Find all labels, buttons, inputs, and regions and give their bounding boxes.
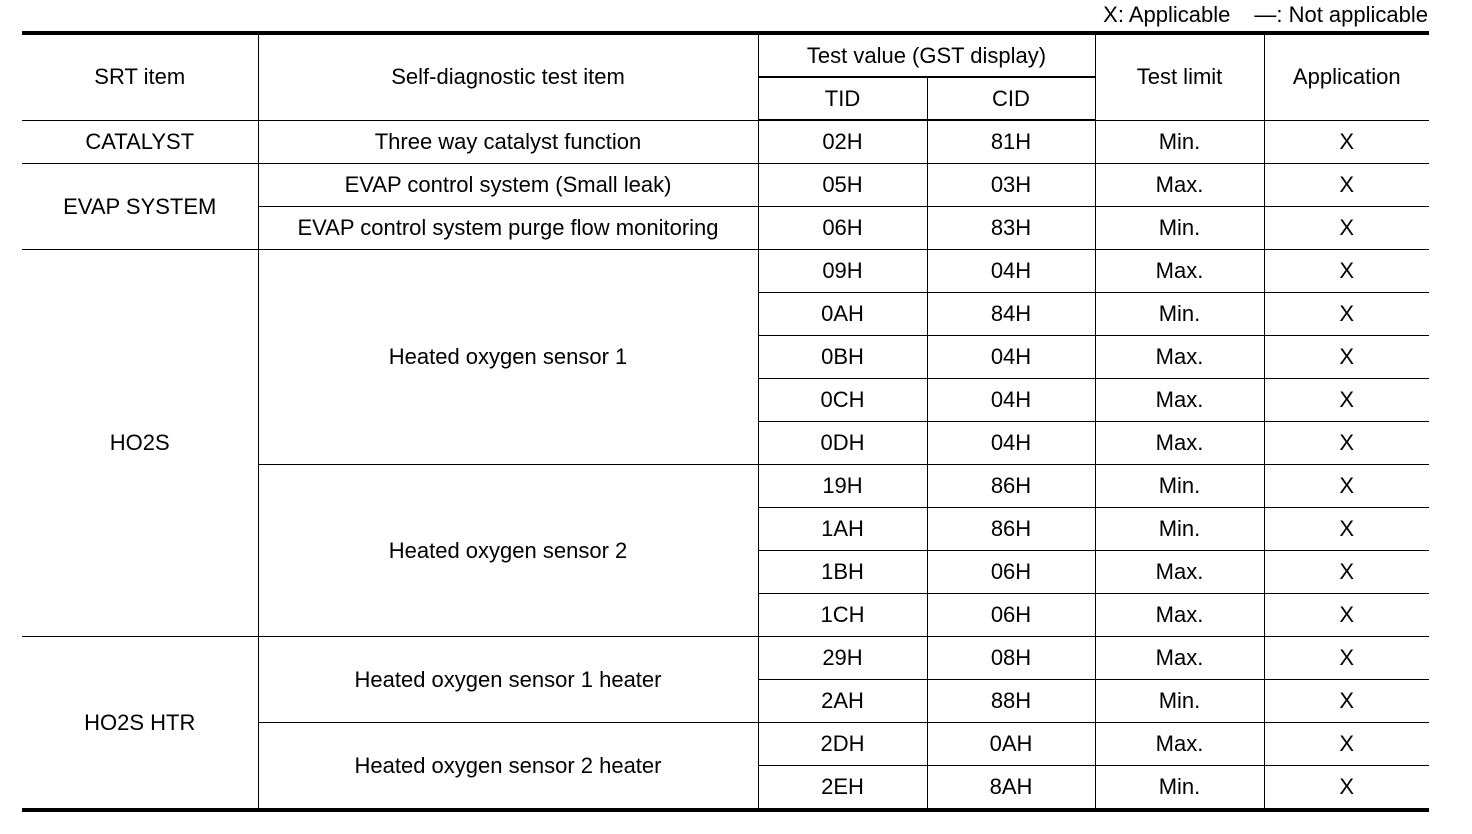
- test-limit-cell: Min.: [1095, 207, 1264, 250]
- srt-item-cell: HO2S: [22, 250, 258, 637]
- header-test-limit: Test limit: [1095, 33, 1264, 120]
- header-cid: CID: [927, 77, 1095, 120]
- tid-cell: 05H: [758, 164, 927, 207]
- legend-not-applicable: —: Not applicable: [1254, 2, 1428, 27]
- table-row: [22, 250, 1429, 293]
- table-row: [22, 164, 1429, 207]
- cid-cell: 08H: [927, 637, 1095, 680]
- application-cell: X: [1264, 594, 1429, 637]
- cid-cell: 88H: [927, 680, 1095, 723]
- test-limit-cell: Min.: [1095, 293, 1264, 336]
- tid-cell: 0AH: [758, 293, 927, 336]
- application-cell: X: [1264, 422, 1429, 465]
- header-application: Application: [1264, 33, 1429, 120]
- cid-cell: 04H: [927, 250, 1095, 293]
- test-limit-cell: Min.: [1095, 766, 1264, 811]
- cid-cell: 0AH: [927, 723, 1095, 766]
- test-limit-cell: Max.: [1095, 379, 1264, 422]
- tid-cell: 2DH: [758, 723, 927, 766]
- application-cell: X: [1264, 465, 1429, 508]
- application-cell: X: [1264, 379, 1429, 422]
- application-cell: X: [1264, 120, 1429, 164]
- cid-cell: 8AH: [927, 766, 1095, 811]
- srt-item-cell: EVAP SYSTEM: [22, 164, 258, 250]
- test-limit-cell: Max.: [1095, 250, 1264, 293]
- cid-cell: 86H: [927, 465, 1095, 508]
- cid-cell: 06H: [927, 594, 1095, 637]
- test-limit-cell: Min.: [1095, 680, 1264, 723]
- application-cell: X: [1264, 250, 1429, 293]
- tid-cell: 1BH: [758, 551, 927, 594]
- test-item-cell: Heated oxygen sensor 2 heater: [258, 723, 758, 811]
- srt-table: [22, 31, 1429, 812]
- test-limit-cell: Max.: [1095, 336, 1264, 379]
- test-limit-cell: Max.: [1095, 594, 1264, 637]
- tid-cell: 1CH: [758, 594, 927, 637]
- cid-cell: 81H: [927, 120, 1095, 164]
- test-item-cell: Three way catalyst function: [258, 120, 758, 164]
- tid-cell: 19H: [758, 465, 927, 508]
- application-cell: X: [1264, 164, 1429, 207]
- application-cell: X: [1264, 207, 1429, 250]
- srt-item-cell: HO2S HTR: [22, 637, 258, 811]
- cid-cell: 04H: [927, 422, 1095, 465]
- table-row: [22, 120, 1429, 164]
- tid-cell: 2AH: [758, 680, 927, 723]
- tid-cell: 2EH: [758, 766, 927, 811]
- header-srt-item: SRT item: [22, 33, 258, 120]
- cid-cell: 04H: [927, 336, 1095, 379]
- test-item-cell: EVAP control system (Small leak): [258, 164, 758, 207]
- header-tid: TID: [758, 77, 927, 120]
- test-item-cell: Heated oxygen sensor 1: [258, 250, 758, 465]
- tid-cell: 29H: [758, 637, 927, 680]
- test-limit-cell: Max.: [1095, 723, 1264, 766]
- application-cell: X: [1264, 766, 1429, 811]
- test-limit-cell: Max.: [1095, 637, 1264, 680]
- test-item-cell: EVAP control system purge flow monitoring: [258, 207, 758, 250]
- tid-cell: 06H: [758, 207, 927, 250]
- legend-applicable: X: Applicable: [1103, 2, 1231, 27]
- application-cell: X: [1264, 293, 1429, 336]
- srt-item-cell: CATALYST: [22, 120, 258, 164]
- test-limit-cell: Max.: [1095, 164, 1264, 207]
- legend: [1103, 2, 1428, 28]
- application-cell: X: [1264, 508, 1429, 551]
- application-cell: X: [1264, 551, 1429, 594]
- test-item-cell: Heated oxygen sensor 2: [258, 465, 758, 637]
- tid-cell: 09H: [758, 250, 927, 293]
- cid-cell: 06H: [927, 551, 1095, 594]
- table-body: [22, 120, 1429, 810]
- cid-cell: 04H: [927, 379, 1095, 422]
- application-cell: X: [1264, 680, 1429, 723]
- application-cell: X: [1264, 336, 1429, 379]
- test-limit-cell: Min.: [1095, 465, 1264, 508]
- test-item-cell: Heated oxygen sensor 1 heater: [258, 637, 758, 723]
- application-cell: X: [1264, 637, 1429, 680]
- test-limit-cell: Max.: [1095, 422, 1264, 465]
- cid-cell: 83H: [927, 207, 1095, 250]
- test-limit-cell: Min.: [1095, 120, 1264, 164]
- cid-cell: 84H: [927, 293, 1095, 336]
- cid-cell: 86H: [927, 508, 1095, 551]
- test-limit-cell: Max.: [1095, 551, 1264, 594]
- table-row: [22, 637, 1429, 680]
- tid-cell: 02H: [758, 120, 927, 164]
- tid-cell: 0CH: [758, 379, 927, 422]
- header-self-diagnostic: Self-diagnostic test item: [258, 33, 758, 120]
- header-test-value: Test value (GST display): [758, 33, 1095, 77]
- header-row: [22, 33, 1429, 77]
- test-limit-cell: Min.: [1095, 508, 1264, 551]
- tid-cell: 1AH: [758, 508, 927, 551]
- tid-cell: 0BH: [758, 336, 927, 379]
- application-cell: X: [1264, 723, 1429, 766]
- cid-cell: 03H: [927, 164, 1095, 207]
- tid-cell: 0DH: [758, 422, 927, 465]
